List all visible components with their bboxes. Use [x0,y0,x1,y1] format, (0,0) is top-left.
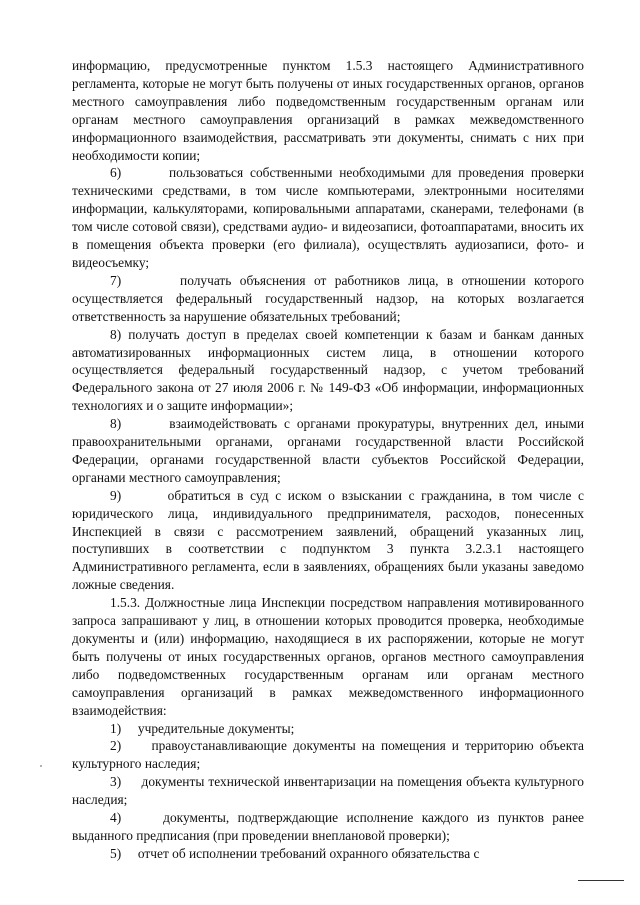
list-item-2: 2) правоустанавливающие документы на помещения и территорию объекта культурного наследия; [72,738,584,772]
list-item-5: 5) отчет об исполнении требований охранного обязательства с [110,845,480,861]
list-item-4: 4) документы, подтверждающие исполнение каждого из пунктов ранее выданного предписания (при проведении внеплановой проверки); [72,810,584,843]
document-body [72,57,584,863]
paragraph-item-6: 6) пользоваться собственными необходимыми для проведения проверки техническими средствами, в том числе компьютерами, электронными носителями информации, калькуляторами, копировальными аппаратами, сканерами, телефонами (в том числе сотовой связи), средствами аудио- и видеозаписи, фотоаппаратами, вносить их в помещения объекта проверки (его филиала), осуществлять аудиозаписи, фото- и видеосъемку; [72,165,584,270]
paragraph-item-7: 7) получать объяснения от работников лица, в отношении которого осуществляется федеральный государственный надзор, на которых возлагается ответственность за нарушение обязательных требований; [72,272,584,324]
paragraph-continuation: информацию, предусмотренные пунктом 1.5.3 настоящего Административного регламента, которые не могут быть получены от иных государственных органов, органов местного самоуправления либо подведомственным государственным органам или органам местного самоуправления организаций в рамках межведомственного информационного взаимодействия, рассматривать эти документы, снимать с них при необходимости копии; [72,58,584,163]
paragraph-section-1-5-3: 1.5.3. Должностные лица Инспекции посредством направления мотивированного запроса запрашивают у лиц, в отношении которых проводится проверка, необходимые документы и (или) информацию, находящиеся в их распоряжении, которые не могут быть получены от иных государственных органов, органов местного самоуправления либо подведомственных государственным органам или органам местного самоуправления организаций в рамках межведомственного информационного взаимодействия: [72,595,584,718]
paragraph-item-9: 9) обратиться в суд с иском о взыскании с гражданина, в том числе с юридического лица, индивидуального предпринимателя, расходов, понесенных Инспекцией в связи с рассмотрением заявлений, обращений указанных лиц, поступивших в соответствии с подпунктом 3 пункта 3.2.3.1 настоящего Административного регламента, если в заявлениях, обращениях были указаны заведомо ложные сведения. [72,487,584,593]
footer-rule [578,880,624,881]
list-item-3: 3) документы технической инвентаризации на помещения объекта культурного наследия; [72,774,584,808]
scan-mark [40,765,42,767]
list-item-1: 1) учредительные документы; [110,720,295,736]
paragraph-item-8-cooperate: 8) взаимодействовать с органами прокуратуры, внутренних дел, иными правоохранительными органами, органами государственной власти Российской Федерации, органами государственной власти субъектов Российской Федерации, органами местного самоуправления; [72,416,584,485]
paragraph-item-8-access: 8) получать доступ в пределах своей компетенции к базам и банкам данных автоматизированных информационных систем лица, в отношении которого осуществляется федеральный государственный надзор, с учетом требований Федерального закона от 27 июля 2006 г. № 149-ФЗ «Об информации, информационных технологиях и о защите информации»; [72,326,584,414]
